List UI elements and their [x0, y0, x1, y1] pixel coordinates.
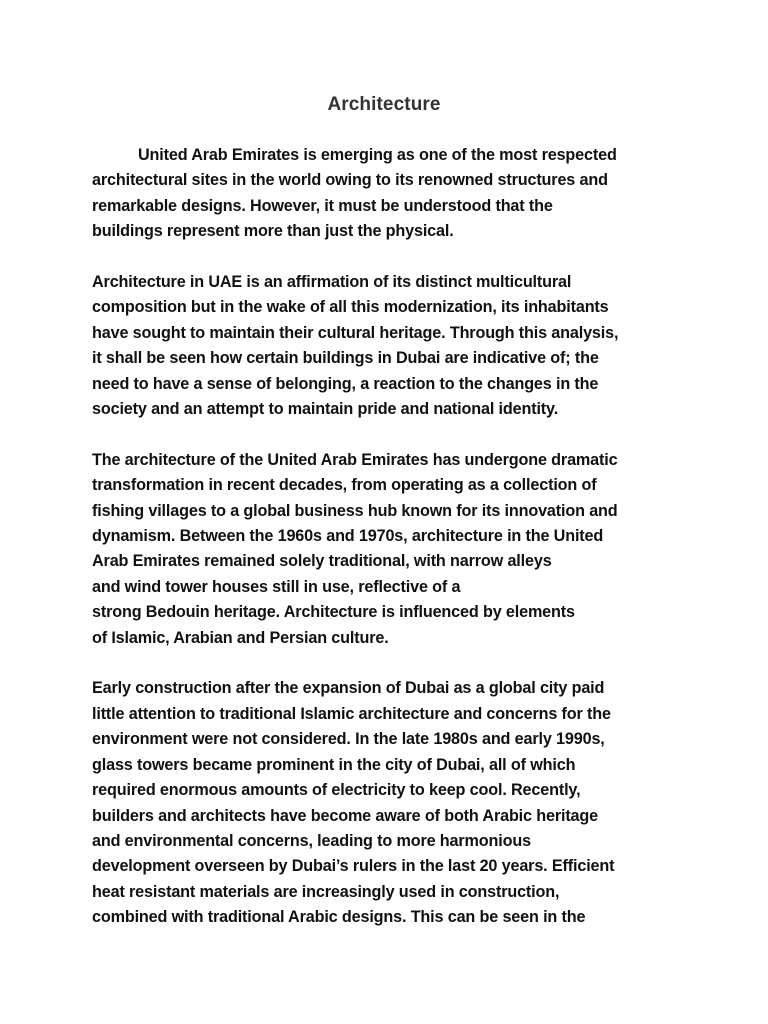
text-line: society and an attempt to maintain pride and national identity. [92, 400, 559, 419]
text-line: of Islamic, Arabian and Persian culture. [92, 628, 389, 647]
text-line: combined with traditional Arabic designs. This can be seen in the [92, 908, 586, 927]
paragraph-intro [92, 143, 692, 245]
text-line: architectural sites in the world owing to its renowned structures and [92, 171, 608, 190]
text-line: dynamism. Between the 1960s and 1970s, architecture in the United [92, 527, 604, 546]
text-line: environment were not considered. In the late 1980s and early 1990s, [92, 730, 605, 749]
paragraph-construction [92, 676, 692, 930]
text-line: The architecture of the United Arab Emirates has undergone dramatic [92, 450, 618, 469]
text-line: Early construction after the expansion of Dubai as a global city paid [92, 679, 605, 698]
paragraph-multicultural [92, 270, 692, 422]
text-line: heat resistant materials are increasingly used in construction, [92, 882, 560, 901]
text-line: builders and architects have become aware of both Arabic heritage [92, 806, 599, 825]
text-line: remarkable designs. However, it must be understood that the [92, 196, 553, 215]
text-line: development overseen by Dubai’s rulers in the last 20 years. Efficient [92, 857, 615, 876]
text-line: transformation in recent decades, from operating as a collection of [92, 476, 597, 495]
text-line: and environmental concerns, leading to more harmonious [92, 831, 531, 850]
text-line: buildings represent more than just the physical. [92, 222, 454, 241]
document-title: Architecture [327, 94, 441, 115]
text-line: strong Bedouin heritage. Architecture is influenced by elements [92, 603, 575, 622]
text-line: little attention to traditional Islamic architecture and concerns for the [92, 704, 611, 723]
text-line: required enormous amounts of electricity to keep cool. Recently, [92, 781, 581, 800]
document-body [92, 143, 692, 956]
text-line: need to have a sense of belonging, a reaction to the changes in the [92, 374, 599, 393]
text-line: Arab Emirates remained solely traditional, with narrow alleys [92, 552, 552, 571]
text-line: composition but in the wake of all this modernization, its inhabitants [92, 298, 609, 317]
text-line: have sought to maintain their cultural heritage. Through this analysis, [92, 323, 619, 342]
text-line: and wind tower houses still in use, reflective of a [92, 577, 461, 596]
text-line: it shall be seen how certain buildings in Dubai are indicative of; the [92, 349, 599, 368]
text-line: United Arab Emirates is emerging as one of the most respected [138, 146, 617, 164]
paragraph-history [92, 448, 692, 651]
text-line: Architecture in UAE is an affirmation of its distinct multicultural [92, 273, 572, 292]
text-line: fishing villages to a global business hub known for its innovation and [92, 501, 618, 520]
text-line: glass towers became prominent in the city of Dubai, all of which [92, 755, 576, 774]
